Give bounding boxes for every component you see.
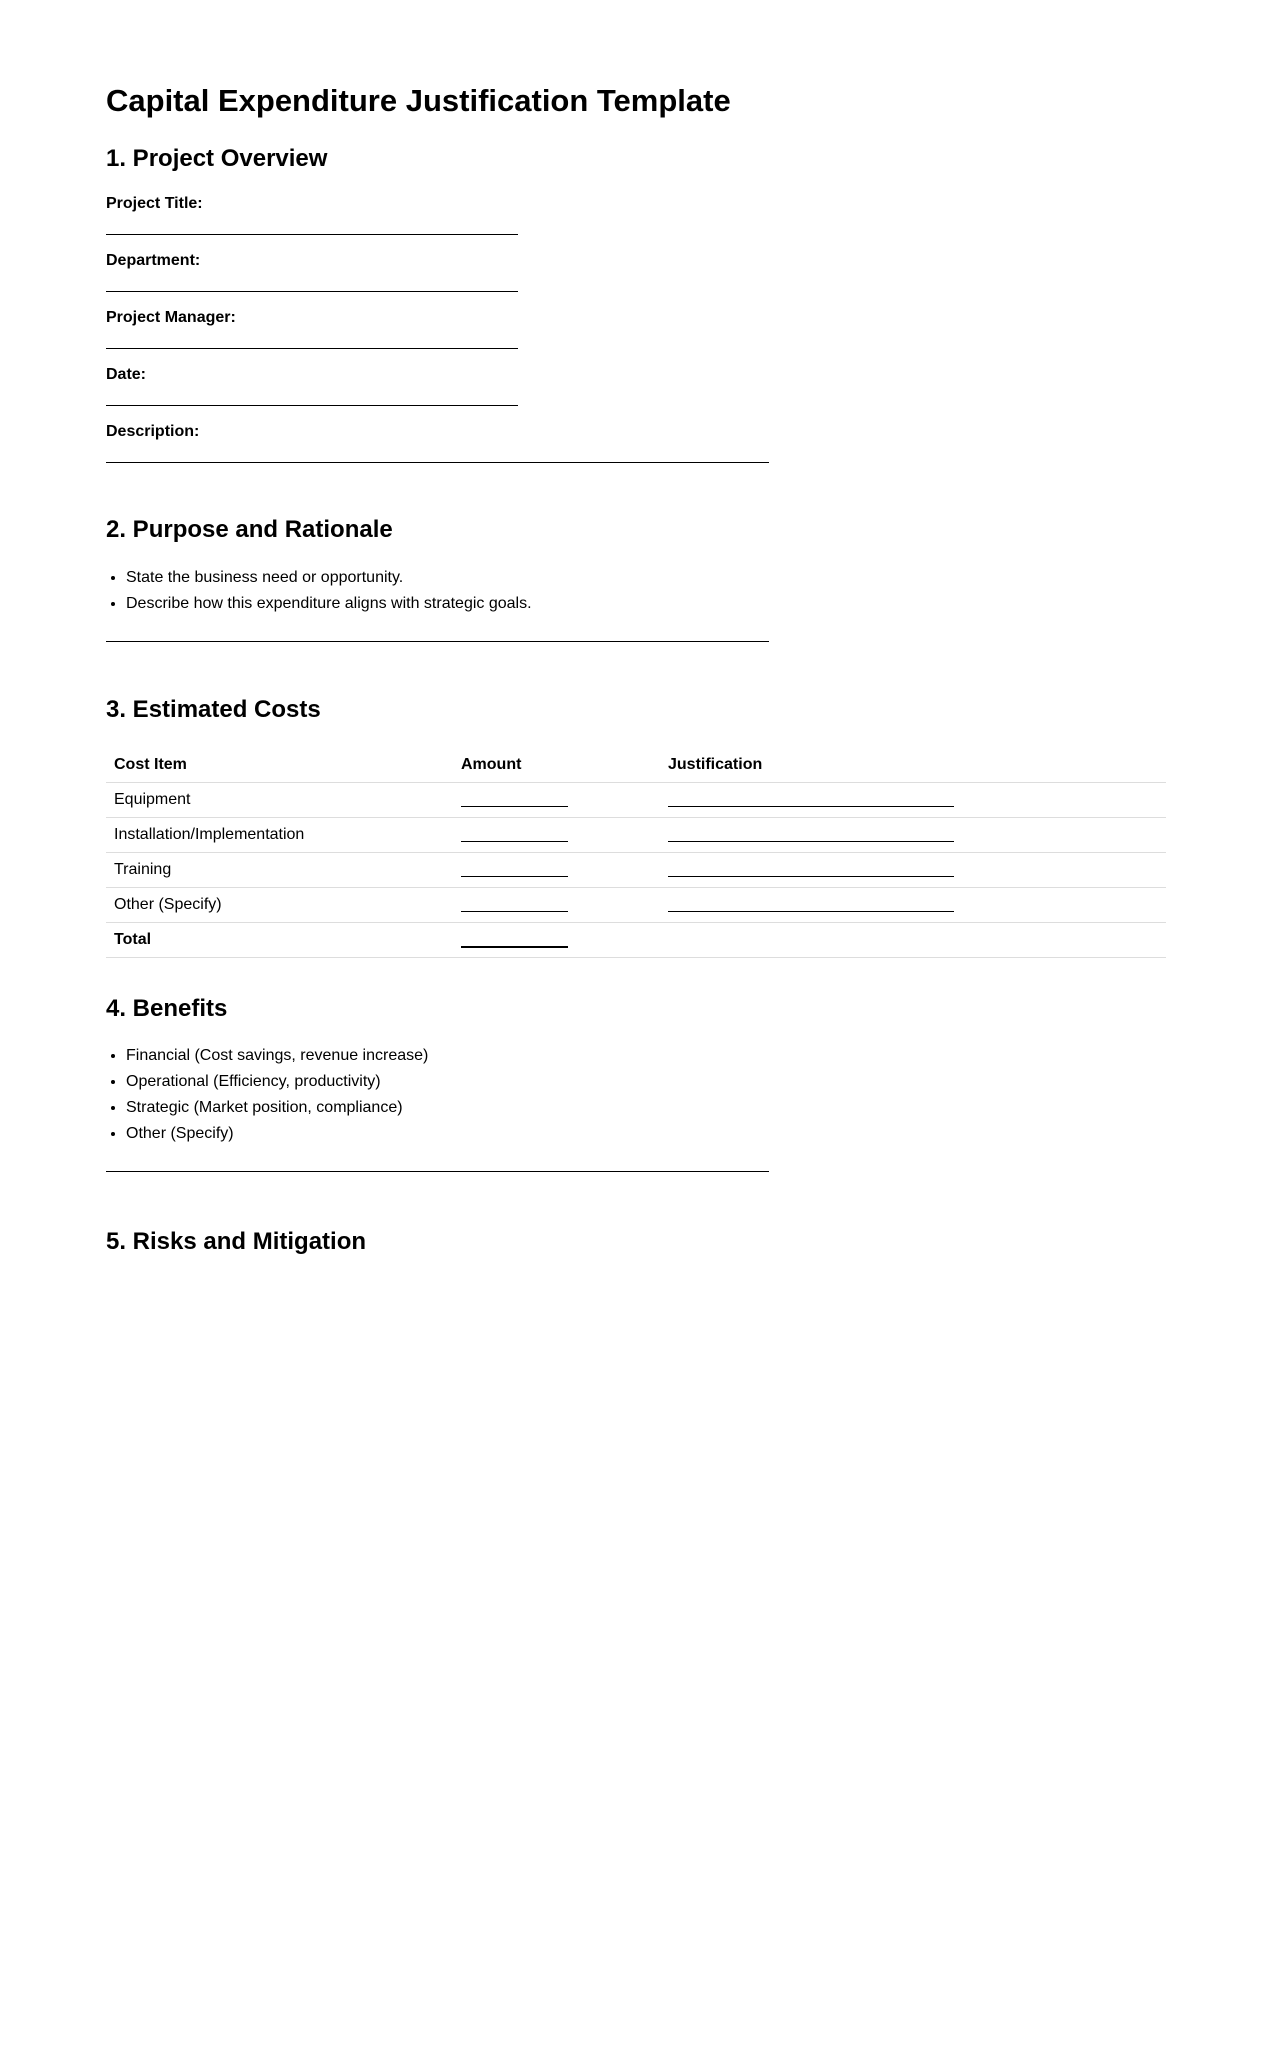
benefits-bullet-list [106,1043,1263,1147]
column-header-amount: Amount [453,747,660,783]
description-blank[interactable] [106,462,769,463]
amount-cell [453,818,660,853]
table-row [106,783,1166,818]
list-item: • Strategic (Market position, compliance) [126,1095,1263,1121]
amount-cell [453,783,660,818]
document-title: Capital Expenditure Justification Template [106,83,731,118]
justification-blank[interactable] [668,911,954,912]
cost-table [106,747,1166,958]
purpose-bullet-list [106,565,1263,617]
field-label: Project Title: [106,195,203,212]
justification-cell [660,853,1166,888]
amount-blank[interactable] [461,876,568,877]
amount-cell [453,888,660,923]
purpose-blank[interactable] [106,641,769,642]
table-row [106,853,1166,888]
department-blank[interactable] [106,291,518,292]
cost-item-cell: Equipment [106,783,453,818]
section-heading-risks: 5. Risks and Mitigation [106,1228,367,1255]
total-label: Total [106,923,453,958]
amount-blank[interactable] [461,841,568,842]
section-heading-overview: 1. Project Overview [106,145,328,172]
justification-blank[interactable] [668,876,954,877]
cost-item-cell: Other (Specify) [106,888,453,923]
total-justification-cell [660,923,1166,958]
table-row [106,818,1166,853]
section-heading-costs: 3. Estimated Costs [106,696,321,723]
table-header-row [106,747,1166,783]
field-project-title [106,194,1263,235]
amount-cell [453,853,660,888]
list-item: • State the business need or opportunity. [126,565,1263,591]
field-description [106,422,1263,463]
field-label: Project Manager: [106,309,236,326]
list-item: • Financial (Cost savings, revenue increase) [126,1043,1263,1069]
overview-fields [106,194,1263,463]
list-item: • Describe how this expenditure aligns with strategic goals. [126,591,1263,617]
field-label: Date: [106,366,147,383]
table-total-row [106,923,1166,958]
project-title-blank[interactable] [106,234,518,235]
cost-item-cell: Installation/Implementation [106,818,453,853]
table-row [106,888,1166,923]
justification-blank[interactable] [668,841,954,842]
section-heading-benefits: 4. Benefits [106,995,228,1022]
total-amount-cell [453,923,660,958]
field-date [106,365,1263,406]
justification-cell [660,888,1166,923]
amount-blank[interactable] [461,806,568,807]
section-heading-purpose: 2. Purpose and Rationale [106,516,393,543]
date-blank[interactable] [106,405,518,406]
field-department [106,251,1263,292]
justification-blank[interactable] [668,806,954,807]
amount-blank[interactable] [461,911,568,912]
field-label: Department: [106,252,201,269]
list-item: • Operational (Efficiency, productivity) [126,1069,1263,1095]
total-amount-blank[interactable] [461,946,568,948]
justification-cell [660,783,1166,818]
list-item: • Other (Specify) [126,1121,1263,1147]
benefits-blank[interactable] [106,1171,769,1172]
column-header-justification: Justification [660,747,1166,783]
project-manager-blank[interactable] [106,348,518,349]
cost-item-cell: Training [106,853,453,888]
field-label: Description: [106,423,200,440]
column-header-cost-item: Cost Item [106,747,453,783]
field-project-manager [106,308,1263,349]
justification-cell [660,818,1166,853]
